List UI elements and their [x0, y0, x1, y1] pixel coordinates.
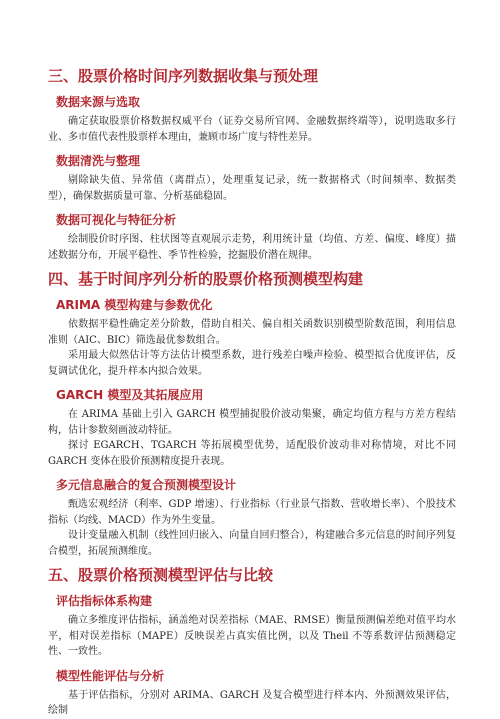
paragraph: 在 ARIMA 基础上引入 GARCH 模型捕捉股价波动集聚，确定均值方程与方差方程结构，估计参数刻画波动特征。 — [48, 409, 456, 436]
paragraph: 基于评估指标，分别对 ARIMA、GARCH 及复合模型进行样本内、外预测效果评估，绘制 — [48, 689, 456, 716]
subsection-data-cleaning-heading: 数据清洗与整理 — [56, 154, 141, 168]
section-3-heading: 三、股票价格时间序列数据收集与预处理 — [48, 67, 319, 85]
paragraph: 确定获取股票价格数据权威平台（证券交易所官网、金融数据终端等），说明选取多行业、多市值代表性股票样本理由，兼顾市场广度与特性差异。 — [48, 116, 456, 143]
paragraph: 确立多维度评估指标，涵盖绝对误差指标（MAE、RMSE）衡量预测偏差绝对值平均水平，相对误差指标（MAPE）反映误差占真实值比例，以及 Theil 不等系数评估预测稳定性、一致性。 — [48, 615, 456, 657]
section-5-heading: 五、股票价格预测模型评估与比较 — [48, 566, 274, 584]
subsection-multivariate-heading: 多元信息融合的复合预测模型设计 — [56, 478, 237, 492]
paragraph: 探讨 EGARCH、TGARCH 等拓展模型优势，适配股价波动非对称情境，对比不同 GARCH 变体在股价预测精度提升表现。 — [48, 440, 456, 467]
paragraph: 绘制股价时序图、柱状图等直观展示走势，利用统计量（均值、方差、偏度、峰度）描述数据分布，开展平稳性、季节性检验，挖掘股价潜在规律。 — [48, 234, 456, 261]
paragraph: 采用最大似然估计等方法估计模型系数，进行残差白噪声检验、模型拟合优度评估，反复调试优化，提升样本内拟合效果。 — [48, 350, 456, 377]
subsection-performance-heading: 模型性能评估与分析 — [56, 668, 165, 683]
paragraph: 剔除缺失值、异常值（离群点），处理重复记录，统一数据格式（时间频率、数据类型），确保数据质量可靠、分析基础稳固。 — [48, 175, 456, 202]
paragraph: 设计变量融入机制（线性回归嵌入、向量自回归整合），构建融合多元信息的时间序列复合模型，拓展预测维度。 — [48, 530, 456, 557]
subsection-visualization-heading: 数据可视化与特征分析 — [56, 213, 177, 227]
subsection-garch-heading: GARCH 模型及其拓展应用 — [56, 388, 204, 402]
subsection-arima-heading: ARIMA 模型构建与参数优化 — [56, 298, 213, 312]
paragraph: 依数据平稳性确定差分阶数，借助自相关、偏自相关函数识别模型阶数范围，利用信息准则（AIC、BIC）筛选最优参数组合。 — [48, 319, 456, 346]
section-4-heading: 四、基于时间序列分析的股票价格预测模型构建 — [48, 270, 364, 288]
subsection-data-source-heading: 数据来源与选取 — [56, 95, 141, 109]
subsection-evaluation-metrics-heading: 评估指标体系构建 — [56, 594, 153, 608]
paragraph: 甄选宏观经济（利率、GDP 增速）、行业指标（行业景气指数、营收增长率）、个股技术指标（均线、MACD）作为外生变量。 — [48, 499, 456, 526]
